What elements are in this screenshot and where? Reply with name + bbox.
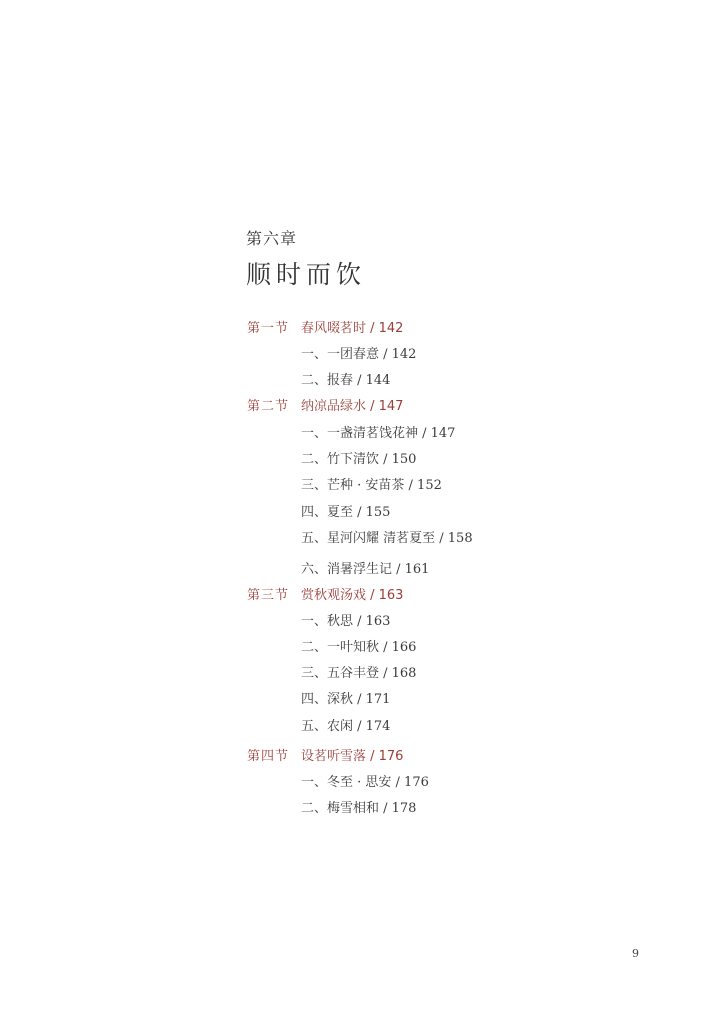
- toc-entry[interactable]: 二、梅雪相和 / 178: [301, 801, 417, 816]
- toc-entry[interactable]: 一、冬至 · 思安 / 176: [301, 775, 429, 790]
- toc-entry[interactable]: 六、消暑浮生记 / 161: [301, 562, 430, 577]
- toc-entry[interactable]: 三、芒种 · 安苗茶 / 152: [301, 478, 442, 493]
- chapter-label: 第六章: [246, 229, 298, 248]
- page-number: 9: [632, 947, 639, 960]
- toc-entry[interactable]: 一、秋思 / 163: [301, 614, 391, 629]
- section-3-title[interactable]: 赏秋观汤戏 / 163: [301, 588, 404, 603]
- toc-entry[interactable]: 三、五谷丰登 / 168: [301, 666, 417, 681]
- section-1-label: 第一节: [247, 321, 290, 336]
- section-1-title[interactable]: 春风啜茗时 / 142: [301, 321, 404, 336]
- toc-entry[interactable]: 五、农闲 / 174: [301, 719, 391, 734]
- section-2-label: 第二节: [247, 399, 290, 414]
- section-4-label: 第四节: [247, 749, 290, 764]
- toc-entry[interactable]: 五、星河闪耀 清茗夏至 / 158: [301, 531, 473, 546]
- section-2-title[interactable]: 纳凉品绿水 / 147: [301, 399, 404, 414]
- section-3-label: 第三节: [247, 588, 290, 603]
- toc-entry[interactable]: 四、夏至 / 155: [301, 505, 391, 520]
- toc-entry[interactable]: 一、一团春意 / 142: [301, 347, 417, 362]
- toc-entry[interactable]: 四、深秋 / 171: [301, 692, 391, 707]
- toc-entry[interactable]: 一、一盏清茗饯花神 / 147: [301, 426, 456, 441]
- toc-entry[interactable]: 二、一叶知秋 / 166: [301, 640, 417, 655]
- toc-entry[interactable]: 二、报春 / 144: [301, 373, 391, 388]
- chapter-title: 顺时而饮: [246, 260, 367, 289]
- toc-entry[interactable]: 二、竹下清饮 / 150: [301, 452, 417, 467]
- section-4-title[interactable]: 设茗听雪落 / 176: [301, 749, 404, 764]
